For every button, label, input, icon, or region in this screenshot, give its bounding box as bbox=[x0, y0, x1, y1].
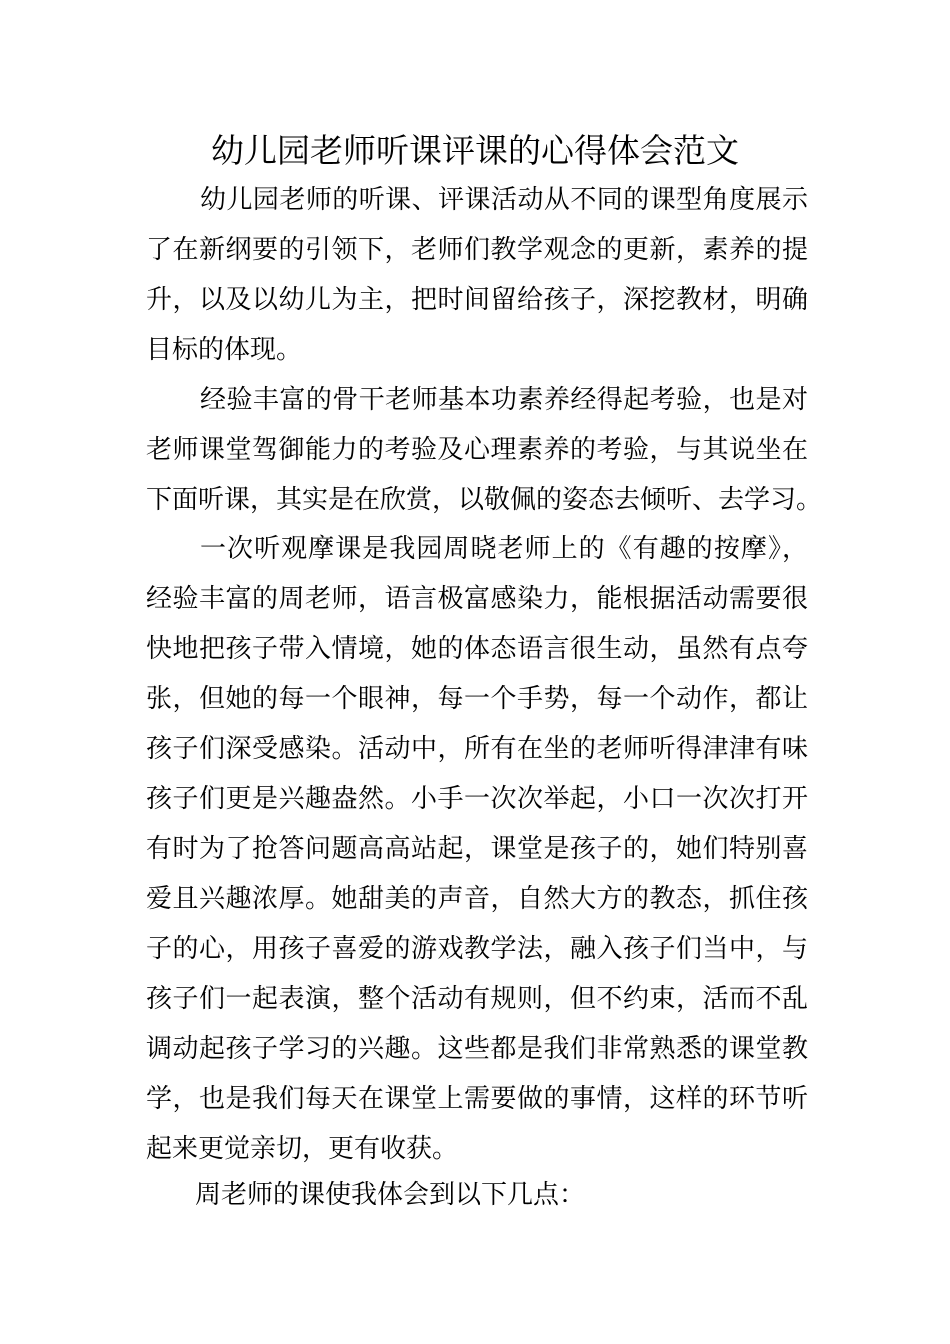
paragraph-line: 子的心，用孩子喜爱的游戏教学法，融入孩子们当中，与 bbox=[146, 934, 808, 964]
paragraph-line: 孩子们一起表演，整个活动有规则，但不约束，活而不乱 bbox=[146, 984, 808, 1014]
paragraph-3 bbox=[146, 524, 808, 1174]
paragraph-line: 孩子们深受感染。活动中，所有在坐的老师听得津津有味 bbox=[146, 734, 808, 764]
paragraph-line: 幼儿园老师的听课、评课活动从不同的课型角度展示 bbox=[200, 185, 808, 215]
paragraph-line: 目标的体现。 bbox=[146, 335, 303, 365]
document-title: 幼儿园老师听课评课的心得体会范文 bbox=[211, 131, 739, 170]
paragraph-line: 调动起孩子学习的兴趣。这些都是我们非常熟悉的课堂教 bbox=[146, 1034, 808, 1064]
paragraph-line: 经验丰富的骨干老师基本功素养经得起考验，也是对 bbox=[200, 385, 808, 415]
paragraph-line: 周老师的课使我体会到以下几点： bbox=[195, 1180, 586, 1210]
paragraph-line: 快地把孩子带入情境，她的体态语言很生动，虽然有点夸 bbox=[146, 634, 808, 664]
paragraph-line: 张，但她的每一个眼神，每一个手势，每一个动作，都让 bbox=[146, 684, 808, 714]
paragraph-2 bbox=[146, 375, 823, 525]
paragraph-line: 一次听观摩课是我园周晓老师上的《有趣的按摩》， bbox=[200, 534, 808, 564]
paragraph-1 bbox=[146, 175, 808, 375]
paragraph-line: 下面听课，其实是在欣赏，以敬佩的姿态去倾听、去学习。 bbox=[146, 485, 823, 515]
paragraph-line: 孩子们更是兴趣盎然。小手一次次举起，小口一次次打开 bbox=[146, 784, 808, 814]
paragraph-4 bbox=[195, 1170, 857, 1220]
paragraph-line: 老师课堂驾御能力的考验及心理素养的考验，与其说坐在 bbox=[146, 435, 808, 465]
paragraph-line: 经验丰富的周老师，语言极富感染力，能根据活动需要很 bbox=[146, 584, 808, 614]
paragraph-line: 了在新纲要的引领下，老师们教学观念的更新，素养的提 bbox=[146, 235, 808, 265]
paragraph-line: 有时为了抢答问题高高站起，课堂是孩子的，她们特别喜 bbox=[146, 834, 808, 864]
paragraph-line: 爱且兴趣浓厚。她甜美的声音，自然大方的教态，抓住孩 bbox=[146, 884, 808, 914]
paragraph-line: 学，也是我们每天在课堂上需要做的事情，这样的环节听 bbox=[146, 1084, 808, 1114]
paragraph-line: 升，以及以幼儿为主，把时间留给孩子，深挖教材，明确 bbox=[146, 285, 808, 315]
paragraph-line: 起来更觉亲切，更有收获。 bbox=[146, 1134, 459, 1164]
